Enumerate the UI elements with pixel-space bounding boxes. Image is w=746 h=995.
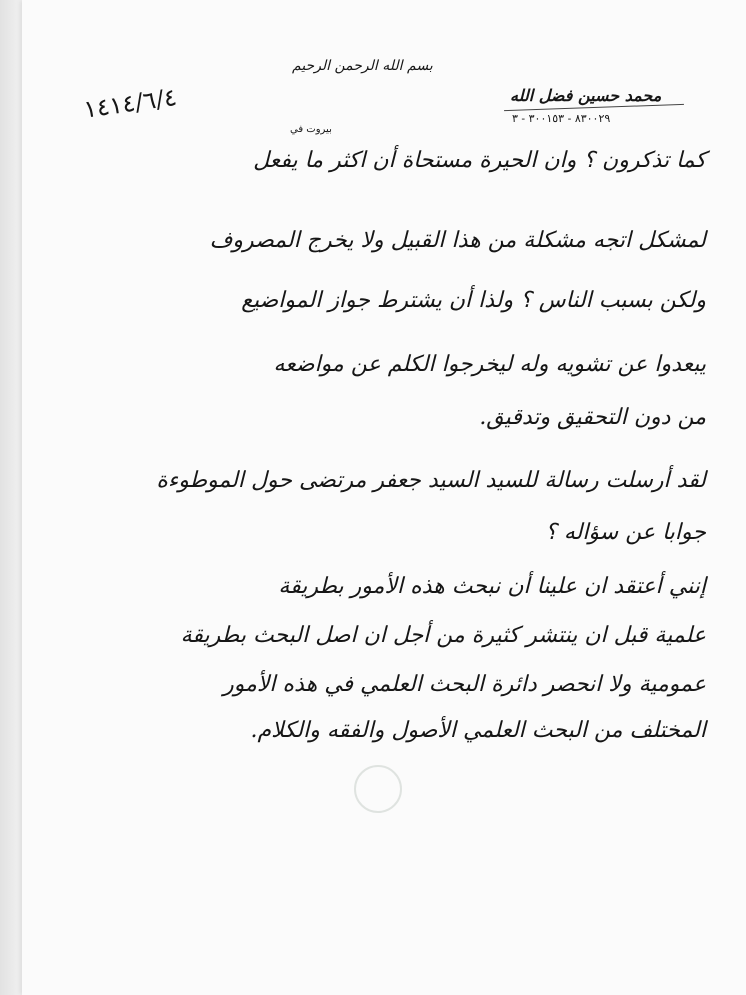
- body-line: لقد أرسلت رسالة للسيد السيد جعفر مرتضى حول الموطوءة: [156, 468, 706, 493]
- body-line: جوابا عن سؤاله ؟: [545, 520, 706, 545]
- bleed-through-circle: [354, 765, 402, 813]
- body-line: المختلف من البحث العلمي الأصول والفقه والكلام.: [250, 718, 706, 743]
- scan-left-edge: [0, 0, 22, 995]
- body-line: لمشكل اتجه مشكلة من هذا القبيل ولا يخرج المصروف: [209, 228, 706, 253]
- body-line: ولكن بسبب الناس ؟ ولذا أن يشترط جواز المواضيع: [241, 288, 706, 313]
- place-label: بيروت في: [290, 124, 332, 135]
- body-line: إنني أعتقد ان علينا أن نبحث هذه الأمور بطريقة: [278, 574, 706, 599]
- body-line: من دون التحقيق وتدقيق.: [479, 405, 706, 430]
- body-line: علمية قبل ان ينتشر كثيرة من أجل ان اصل البحث بطريقة: [180, 623, 706, 648]
- body-line: عمومية ولا انحصر دائرة البحث العلمي في هذه الأمور: [223, 672, 706, 697]
- letter-page: [22, 0, 746, 995]
- body-line: كما تذكرون ؟ وان الحيرة مستحاة أن اكثر ما يفعل: [253, 148, 706, 173]
- body-line: يبعدوا عن تشويه وله ليخرجوا الكلم عن مواضعه: [273, 352, 706, 377]
- basmala-heading: بسم الله الرحمن الرحيم: [292, 58, 433, 74]
- letterhead-phone: ٨٣٠٠٢٩ - ٣٠٠١٥٣ - ٣: [512, 112, 611, 125]
- handwritten-date: ١٤١٤/٦/٤: [82, 82, 179, 124]
- letterhead-signature: محمد حسين فضل الله: [510, 86, 662, 105]
